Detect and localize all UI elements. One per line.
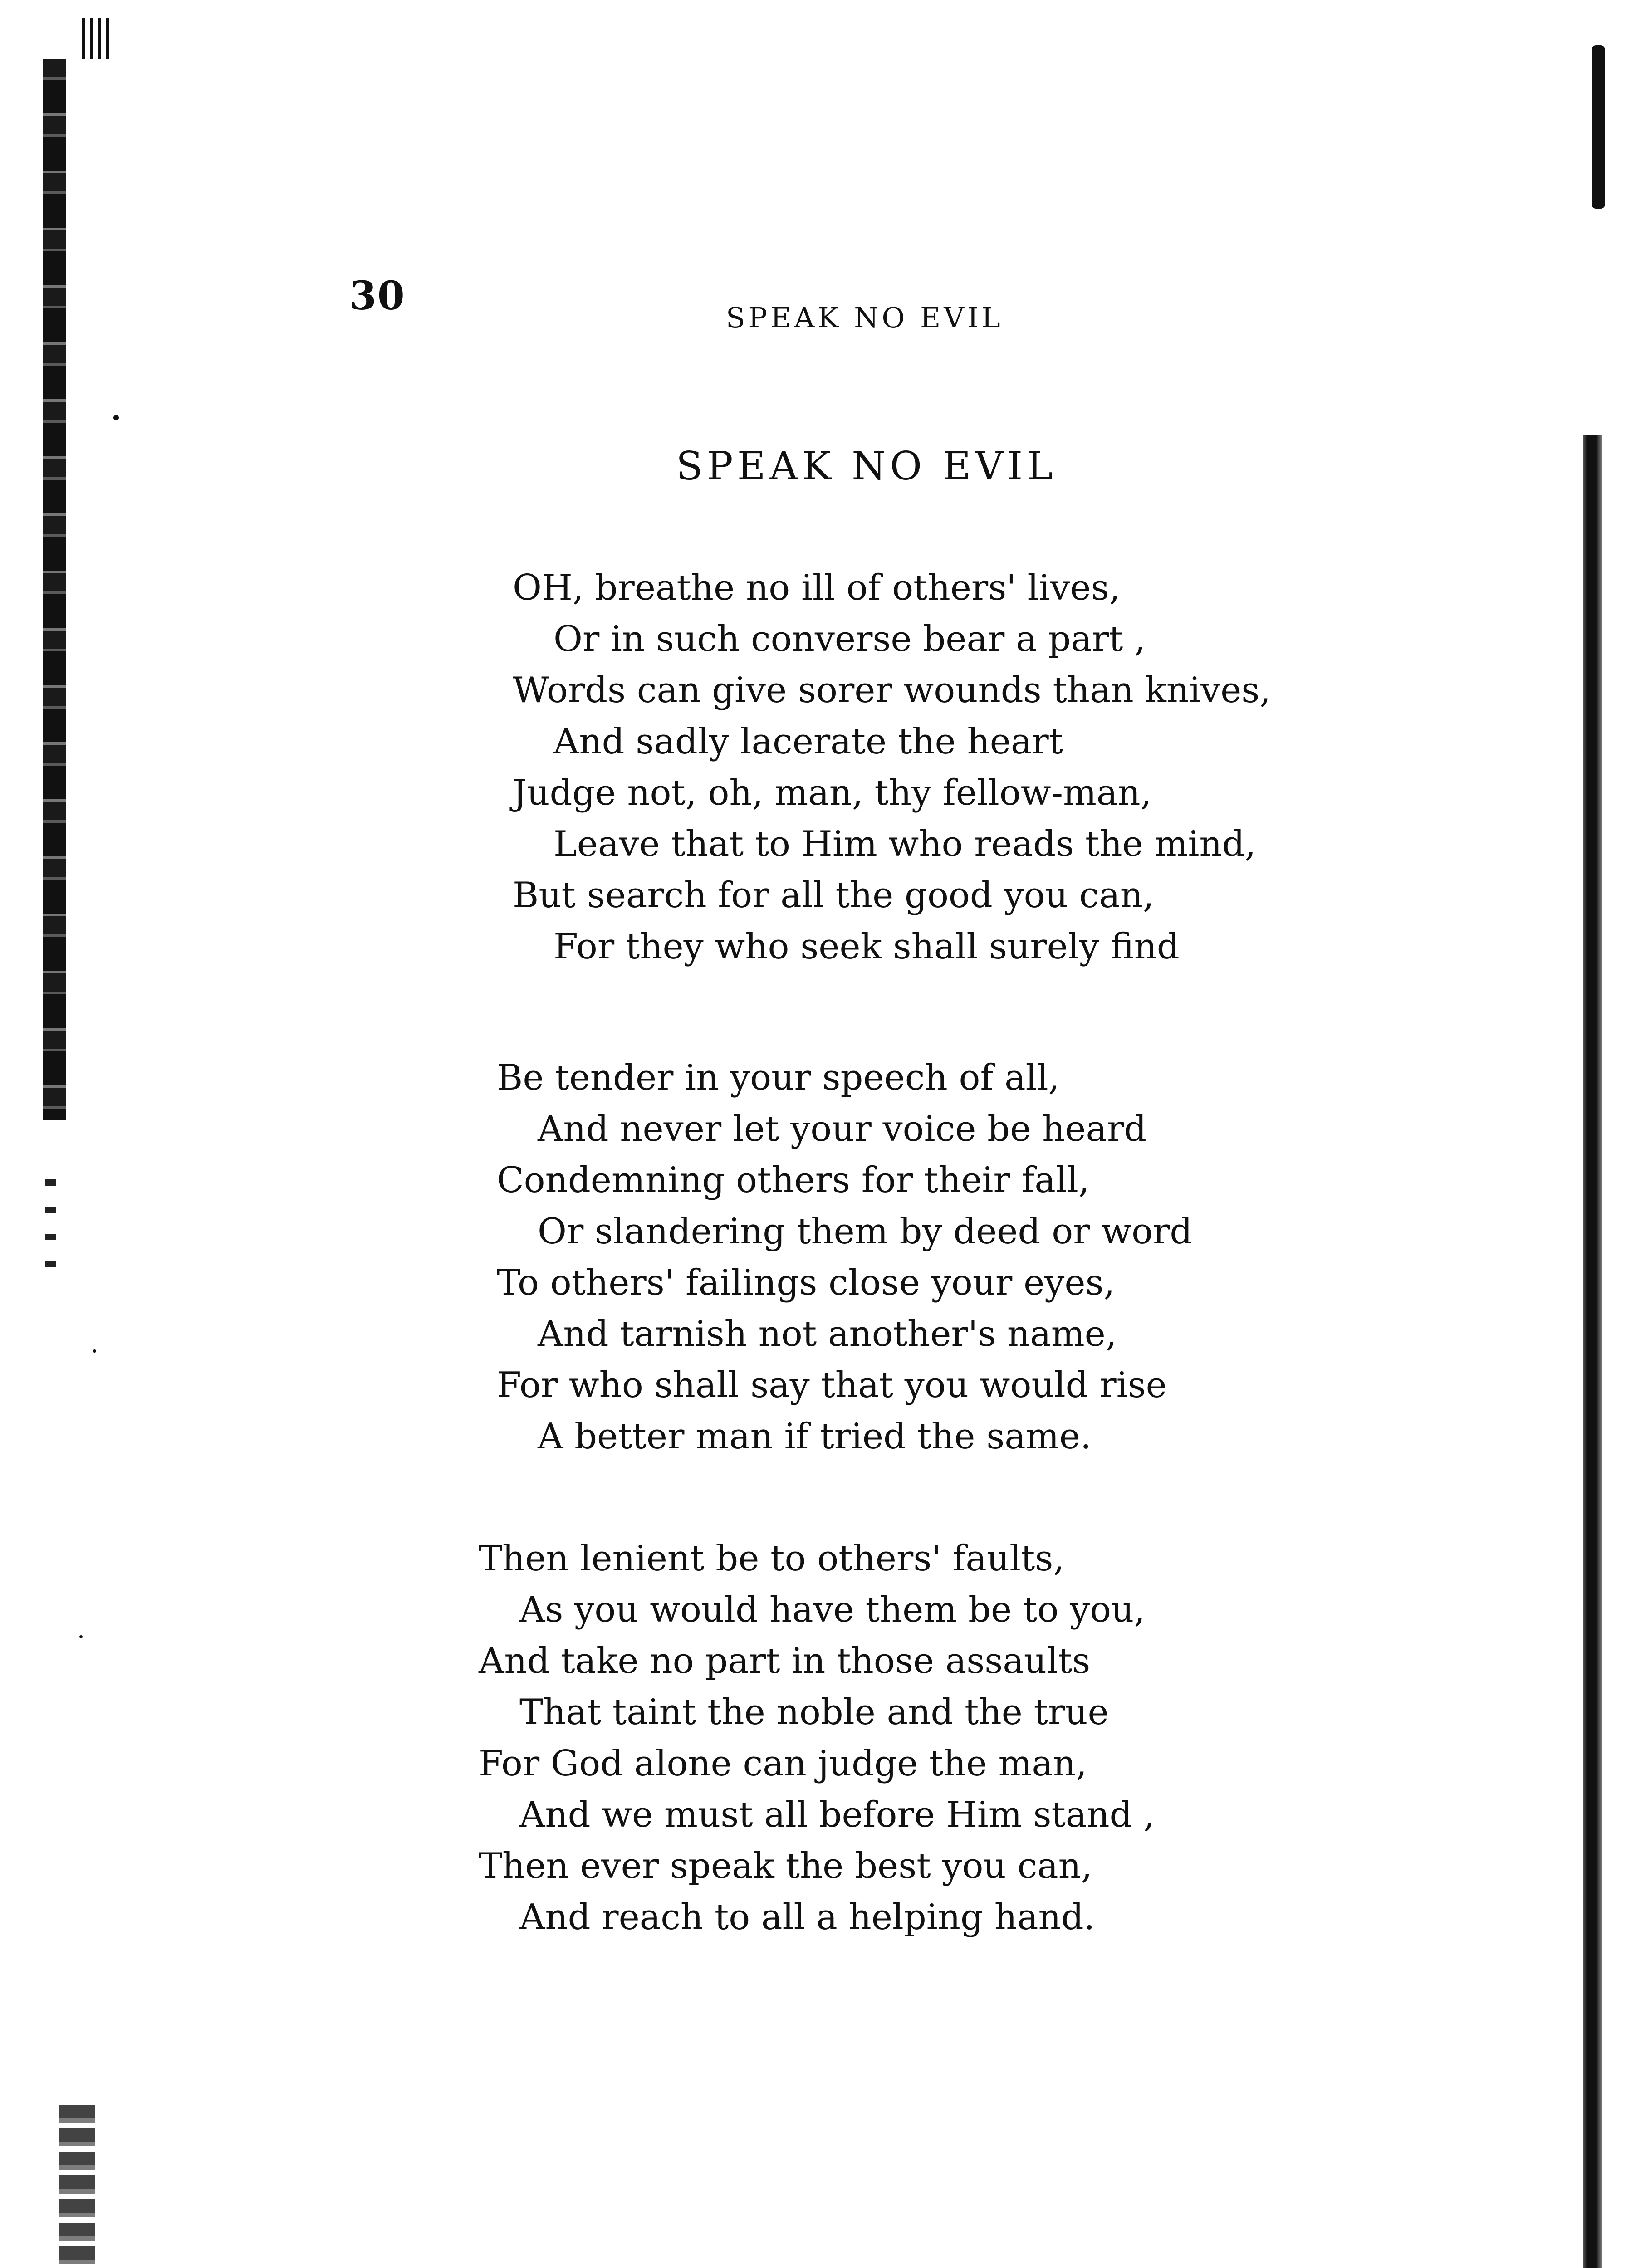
poem-line: Or slandering them by deed or word (538, 1211, 1193, 1252)
poem-stanza (513, 562, 1271, 973)
scan-speck (79, 1635, 83, 1638)
poem-line: For they who seek shall surely find (553, 926, 1180, 967)
poem-line: To others' failings close your eyes, (497, 1262, 1115, 1303)
poem-line: Be tender in your speech of all, (497, 1057, 1060, 1098)
poem-line: But search for all the good you can, (513, 875, 1154, 916)
scan-edge-right-top (1592, 45, 1605, 209)
scan-speck (113, 415, 119, 420)
poem-line: Leave that to Him who reads the mind, (553, 824, 1256, 865)
poem-line: For who shall say that you would rise (497, 1365, 1167, 1406)
poem-line: Or in such converse bear a part , (553, 619, 1146, 660)
poem-line: That taint the noble and the true (519, 1692, 1109, 1733)
scan-speck (93, 1349, 96, 1353)
poem-line: Judge not, oh, man, thy fellow-man, (513, 772, 1152, 813)
poem-line: Then lenient be to others' faults, (479, 1538, 1065, 1579)
poem-line: And never let your voice be heard (538, 1109, 1147, 1149)
poem-line: And we must all before Him stand , (519, 1794, 1155, 1835)
scan-binding-edge-left-bottom (59, 2105, 95, 2268)
scan-binding-edge-left (43, 59, 66, 1120)
poem-line: And reach to all a helping hand. (519, 1897, 1095, 1938)
page-number: 30 (349, 273, 406, 319)
poem-stanza (497, 1052, 1192, 1462)
poem-line: Words can give sorer wounds than knives, (513, 670, 1271, 711)
poem-stanza (479, 1533, 1155, 1943)
poem-title: SPEAK NO EVIL (676, 444, 1057, 489)
scan-edge-artifact-top (82, 18, 109, 59)
poem-line: As you would have them be to you, (519, 1589, 1146, 1630)
poem-line: And tarnish not another's name, (538, 1314, 1117, 1354)
poem-line: And sadly lacerate the heart (553, 721, 1063, 762)
poem-line: Then ever speak the best you can, (479, 1846, 1092, 1887)
scan-edge-right (1583, 435, 1602, 2268)
poem-line: OH, breathe no ill of others' lives, (513, 567, 1121, 608)
poem-line: And take no part in those assaults (479, 1641, 1091, 1681)
poem-line: Condemning others for their fall, (497, 1160, 1090, 1201)
scan-binding-edge-left-lower (45, 1179, 56, 1279)
poem-line: For God alone can judge the man, (479, 1743, 1087, 1784)
poem-line: A better man if tried the same. (538, 1416, 1092, 1457)
running-head: SPEAK NO EVIL (726, 301, 1004, 334)
